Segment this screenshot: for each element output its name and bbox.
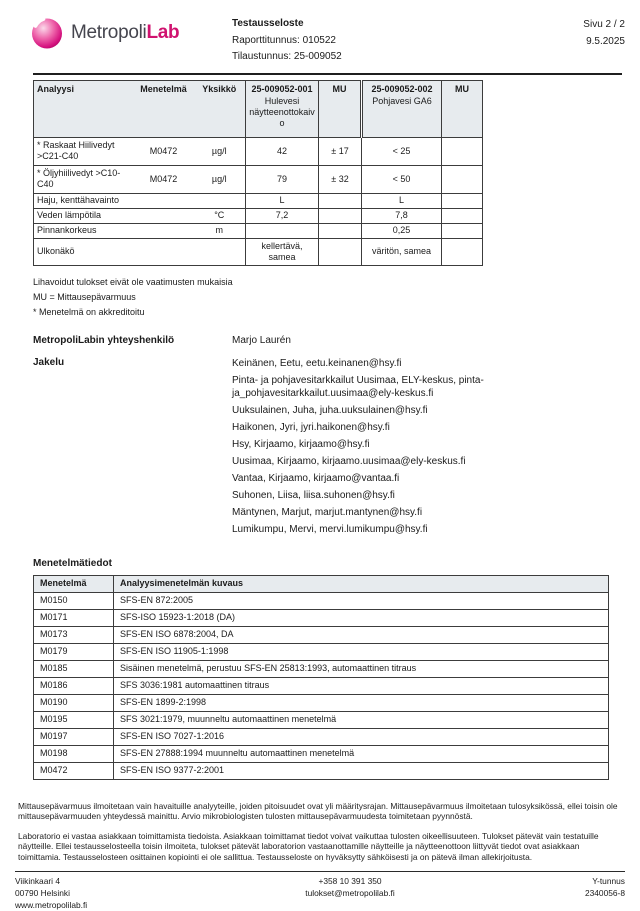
result-sample2: 7,8 <box>362 208 442 223</box>
col-header-method: Menetelmä <box>34 575 114 592</box>
method-row <box>34 609 609 626</box>
col-header-analyysi: Analyysi <box>34 80 134 137</box>
method-desc: SFS 3036:1981 automaattinen titraus <box>114 677 609 694</box>
method-desc: SFS-EN 872:2005 <box>114 592 609 609</box>
col-header-mu2: MU <box>442 80 483 137</box>
method-code <box>134 193 194 208</box>
results-table <box>33 80 483 266</box>
result-sample2: 0,25 <box>362 223 442 238</box>
sample2-desc: Pohjavesi GA6 <box>372 95 432 106</box>
result-sample1: 42 <box>246 137 319 165</box>
brand-accent: Lab <box>146 22 180 43</box>
business-id-value: 2340056-8 <box>584 888 625 899</box>
document-title: Testausseloste <box>232 18 304 29</box>
sample1-id: 25-009052-001 <box>251 83 313 94</box>
result-row <box>34 165 483 193</box>
unit: µg/l <box>194 165 246 193</box>
result-sample2: < 50 <box>362 165 442 193</box>
address-website: www.metropolilab.fi <box>15 900 88 911</box>
report-date: 9.5.2025 <box>586 36 625 47</box>
method-code: M0185 <box>34 660 114 677</box>
address-city: 00790 Helsinki <box>15 888 70 899</box>
unit: °C <box>194 208 246 223</box>
footer-phone: +358 10 391 350 <box>318 876 382 887</box>
method-code: M0186 <box>34 677 114 694</box>
recipient: Uusimaa, Kirjaamo, kirjaamo.uusimaa@ely-keskus.fi <box>232 455 466 467</box>
note-bold-results: Lihavoidut tulokset eivät ole vaatimusten mukaisia <box>33 276 233 287</box>
disclaimer-block <box>18 801 622 863</box>
method-desc: SFS-EN ISO 11905-1:1998 <box>114 643 609 660</box>
recipient: Uuksulainen, Juha, juha.uuksulainen@hsy.fi <box>232 404 428 416</box>
result-sample1: L <box>246 193 319 208</box>
method-code <box>134 238 194 265</box>
method-row <box>34 728 609 745</box>
method-code: M0198 <box>34 745 114 762</box>
method-code: M0195 <box>34 711 114 728</box>
recipient: Vantaa, Kirjaamo, kirjaamo@vantaa.fi <box>232 472 400 484</box>
contact-row <box>33 335 640 346</box>
address-street: Viikinkaari 4 <box>15 876 60 887</box>
result-sample2: L <box>362 193 442 208</box>
method-code: M0150 <box>34 592 114 609</box>
footer-business-id <box>505 875 625 911</box>
result-sample1: 79 <box>246 165 319 193</box>
method-row <box>34 694 609 711</box>
col-header-description: Analyysimenetelmän kuvaus <box>114 575 609 592</box>
method-desc: SFS-EN ISO 7027-1:2016 <box>114 728 609 745</box>
distribution-list <box>232 357 617 540</box>
result-sample2: väritön, samea <box>362 238 442 265</box>
result-sample2: < 25 <box>362 137 442 165</box>
analyte-name: Veden lämpötila <box>34 208 134 223</box>
sample2-id: 25-009052-002 <box>371 83 433 94</box>
method-desc: SFS-EN ISO 9377-2:2001 <box>114 762 609 779</box>
recipient: Pinta- ja pohjavesitarkkailut Uusimaa, ELY-keskus, pinta-ja_pohjavesitarkkailut.uusimaa@ely-keskus.fi <box>232 374 484 399</box>
distribution-label: Jakelu <box>33 356 65 368</box>
unit: µg/l <box>194 137 246 165</box>
logo-sphere-icon <box>30 16 71 50</box>
recipient: Hsy, Kirjaamo, kirjaamo@hsy.fi <box>232 438 370 450</box>
mu-sample2 <box>442 137 483 165</box>
mu-sample1 <box>319 193 362 208</box>
mu-sample2 <box>442 208 483 223</box>
method-row <box>34 711 609 728</box>
metropolilab-logo <box>30 16 232 50</box>
col-header-sample2 <box>362 80 442 137</box>
recipient: Keinänen, Eetu, eetu.keinanen@hsy.fi <box>232 357 402 369</box>
brand-primary: Metropoli <box>71 22 147 43</box>
method-row <box>34 660 609 677</box>
method-code: M0472 <box>134 165 194 193</box>
unit <box>194 193 246 208</box>
analyte-name: Ulkonäkö <box>34 238 134 265</box>
footer-address <box>15 875 195 911</box>
col-header-yksikko: Yksikkö <box>194 80 246 137</box>
method-code: M0472 <box>134 137 194 165</box>
method-desc: SFS 3021:1979, muunneltu automaattinen menetelmä <box>114 711 609 728</box>
result-row <box>34 238 483 265</box>
brand-wordmark <box>71 22 179 44</box>
analyte-name: Pinnankorkeus <box>34 223 134 238</box>
distribution-row <box>33 357 640 540</box>
method-code: M0472 <box>34 762 114 779</box>
analyte-name: * Öljyhiilivedyt >C10-C40 <box>34 165 134 193</box>
method-code: M0190 <box>34 694 114 711</box>
mu-sample1 <box>319 223 362 238</box>
method-row <box>34 643 609 660</box>
col-header-sample1 <box>246 80 319 137</box>
header-divider <box>33 73 622 75</box>
result-row <box>34 208 483 223</box>
contact-label: MetropoliLabin yhteyshenkilö <box>33 334 175 346</box>
recipient: Lumikumpu, Mervi, mervi.lumikumpu@hsy.fi <box>232 523 428 535</box>
order-id: Tilaustunnus: 25-009052 <box>232 51 342 62</box>
footer-email: tulokset@metropolilab.fi <box>305 888 395 899</box>
page-footer <box>15 871 625 911</box>
method-desc: SFS-EN 27888:1994 muunneltu automaattinen menetelmä <box>114 745 609 762</box>
mu-sample1: ± 32 <box>319 165 362 193</box>
result-row <box>34 223 483 238</box>
method-desc: SFS-ISO 15923-1:2018 (DA) <box>114 609 609 626</box>
mu-sample2 <box>442 165 483 193</box>
method-row <box>34 677 609 694</box>
mu-sample1 <box>319 208 362 223</box>
unit: m <box>194 223 246 238</box>
disclaimer-liability: Laboratorio ei vastaa asiakkaan toimittamista tiedoista. Asiakkaan toimittamat tiedot voivat vaikuttaa tulosten oikeellisuuteen. Tulokset pätevät vain testatuille näytteille. Ellei testausselosteella toisin ilmoiteta, tulokset pätevät laboratorion vastaanottamille näytteille ja näytteenottoon liittyvät tiedot ovat asiakkaan toimittamia. Testausselosteen osittainen kopiointi ei ole sallittua. Testausseloste on hyväksytty sähköisesti ja on pätevä ilman allekirjoitusta. <box>18 830 599 862</box>
col-header-mu1: MU <box>319 80 362 137</box>
note-accredited: * Menetelmä on akkreditoitu <box>33 306 145 317</box>
analyte-name: * Raskaat Hiilivedyt >C21-C40 <box>34 137 134 165</box>
method-code <box>134 208 194 223</box>
method-code: M0173 <box>34 626 114 643</box>
method-code: M0179 <box>34 643 114 660</box>
recipient: Haikonen, Jyri, jyri.haikonen@hsy.fi <box>232 421 390 433</box>
col-header-menetelma: Menetelmä <box>134 80 194 137</box>
mu-sample1 <box>319 238 362 265</box>
method-row <box>34 592 609 609</box>
mu-sample2 <box>442 238 483 265</box>
results-header-row <box>34 80 483 137</box>
result-row <box>34 137 483 165</box>
footer-contact <box>195 875 505 911</box>
result-sample1: kellertävä, samea <box>246 238 319 265</box>
method-row <box>34 762 609 779</box>
sample1-desc: Hulevesi näytteenottokaivo <box>249 95 315 128</box>
method-row <box>34 626 609 643</box>
recipient: Mäntynen, Marjut, marjut.mantynen@hsy.fi <box>232 506 423 518</box>
method-desc: SFS-EN 1899-2:1998 <box>114 694 609 711</box>
report-title-block <box>232 16 555 66</box>
method-row <box>34 745 609 762</box>
method-code: M0197 <box>34 728 114 745</box>
methods-header-row <box>34 575 609 592</box>
result-row <box>34 193 483 208</box>
result-sample1 <box>246 223 319 238</box>
method-desc: Sisäinen menetelmä, perustuu SFS-EN 25813:1993, automaattinen titraus <box>114 660 609 677</box>
method-desc: SFS-EN ISO 6878:2004, DA <box>114 626 609 643</box>
result-notes <box>33 275 640 320</box>
mu-sample2 <box>442 193 483 208</box>
result-sample1: 7,2 <box>246 208 319 223</box>
page-number: Sivu 2 / 2 <box>583 19 625 30</box>
methods-table <box>33 575 609 780</box>
method-code: M0171 <box>34 609 114 626</box>
report-id: Raporttitunnus: 010522 <box>232 34 336 46</box>
mu-sample2 <box>442 223 483 238</box>
unit <box>194 238 246 265</box>
analyte-name: Haju, kenttähavainto <box>34 193 134 208</box>
recipient: Suhonen, Liisa, liisa.suhonen@hsy.fi <box>232 489 395 501</box>
disclaimer-mu: Mittausepävarmuus ilmoitetaan vain havaituille analyyteille, joiden pitoisuudet ovat yli määritysrajan. Mittausepävarmuus ilmoitetaan tulosyksikössä, ellei toisin ole mittausepävarmuuden yhteydessä mainittu. Arvio mikrobiologisten tulosten mittausepävarmuudesta toimitetaan pyynnöstä. <box>18 800 618 822</box>
methods-heading: Menetelmätiedot <box>33 557 112 569</box>
business-id-label: Y-tunnus <box>592 876 625 887</box>
report-header <box>0 0 640 72</box>
contact-person: Marjo Laurén <box>232 334 291 346</box>
method-code <box>134 223 194 238</box>
mu-sample1: ± 17 <box>319 137 362 165</box>
note-mu: MU = Mittausepävarmuus <box>33 291 136 302</box>
page-info <box>555 16 625 50</box>
